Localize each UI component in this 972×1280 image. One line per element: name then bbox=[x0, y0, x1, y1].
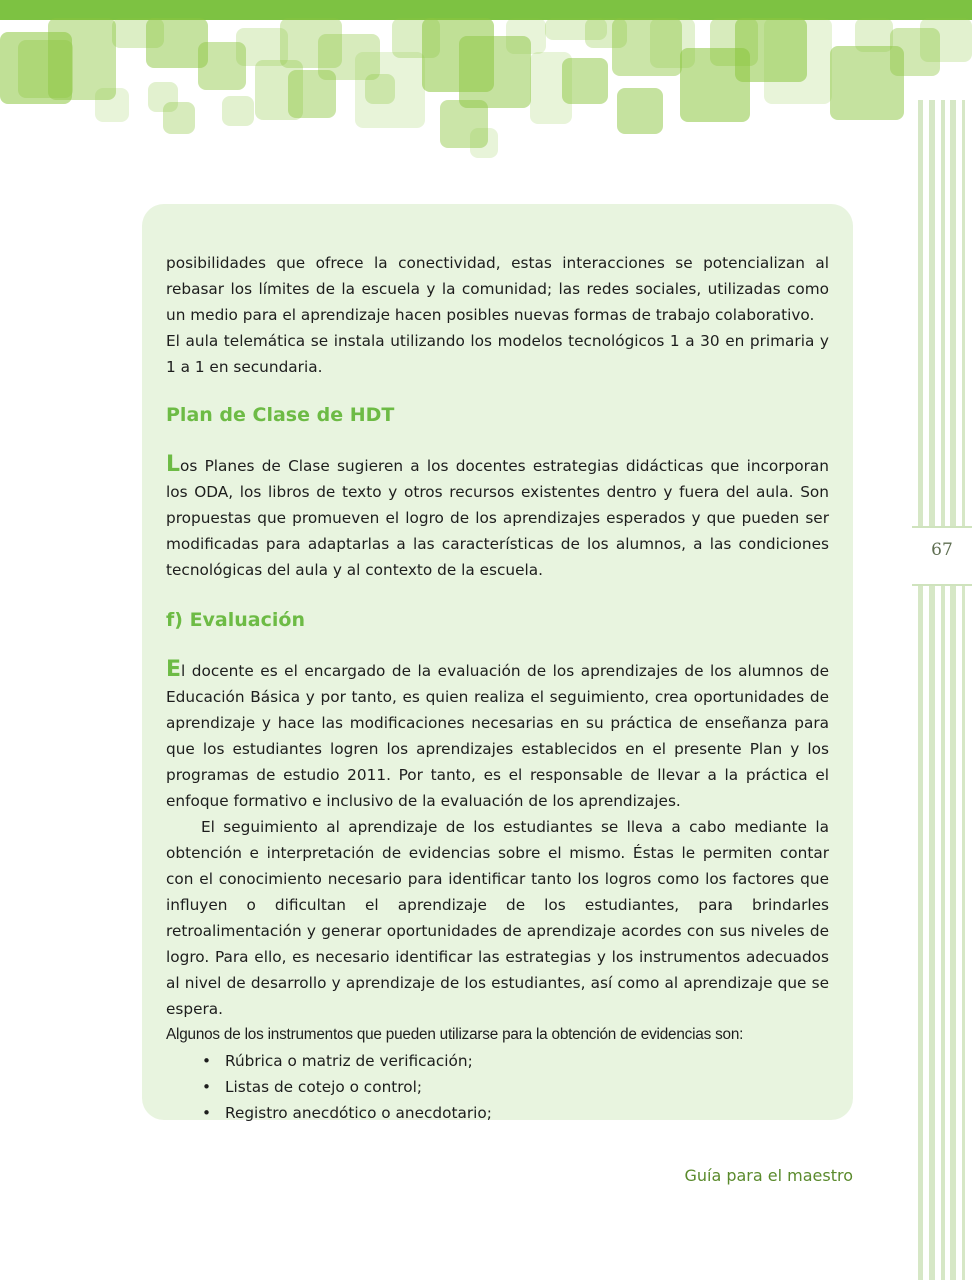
intro-paragraph: posibilidades que ofrece la conectividad, estas interacciones se potencializan al rebasar los límites de la escuela y la comunidad; las redes sociales, utilizadas como un medio para el aprendizaje hacen posibles nuevas formas de trabajo colaborativo. bbox=[166, 254, 829, 324]
list-item: • Listas de cotejo o control; bbox=[225, 1074, 829, 1100]
side-stripes bbox=[912, 100, 972, 1280]
instrument-list bbox=[166, 1048, 829, 1126]
list-item: • Registro anecdótico o anecdotario; bbox=[225, 1100, 829, 1126]
evaluacion-paragraph-3: Algunos de los instrumentos que pueden utilizarse para la obtención de evidencias son: bbox=[166, 1026, 744, 1043]
plan-text: os Planes de Clase sugieren a los docentes estrategias didácticas que incorporan los ODA, los libros de texto y otros recursos existentes dentro y fuera del aula. Son propuestas que promueven el logro de los aprendizajes esperados y que pueden ser modificadas para adaptarlas a las características de los alumnos, a las condiciones tecnológicas del aula y al contexto de la escuela. bbox=[166, 457, 829, 579]
evaluacion-heading: f) Evaluación bbox=[166, 609, 305, 631]
plan-dropcap: L bbox=[166, 452, 181, 477]
content-body bbox=[166, 250, 829, 1126]
evaluacion-text: l docente es el encargado de la evaluación de los aprendizajes de los alumnos de Educación Básica y por tanto, es quien realiza el seguimiento, crea oportunidades de aprendizaje y hace las modificaciones necesarias en su práctica de enseñanza para que los estudiantes logren los aprendizajes establecidos en el presente Plan y los programas de estudio 2011. Por tanto, es el responsable de llevar a la práctica el enfoque formativo e inclusivo de la evaluación de los aprendizajes. bbox=[166, 662, 829, 810]
footer-title: Guía para el maestro bbox=[684, 1166, 853, 1185]
evaluacion-paragraph-1 bbox=[166, 657, 829, 814]
plan-heading: Plan de Clase de HDT bbox=[166, 404, 395, 426]
evaluacion-paragraph-2: El seguimiento al aprendizaje de los estudiantes se lleva a cabo mediante la obtención e interpretación de evidencias sobre el mismo. Éstas le permiten contar con el conocimiento necesario para identificar tanto los logros como los factores que influyen o dificultan el aprendizaje de los estudiantes, para brindarles retroalimentación y generar oportunidades de aprendizaje acordes con sus niveles de logro. Para ello, es necesario identificar las estrategias y los instrumentos adecuados al nivel de desarrollo y aprendizaje de los estudiantes, así como al aprendizaje que se espera. bbox=[166, 818, 829, 1018]
header-decoration bbox=[0, 0, 972, 170]
page-number: 67 bbox=[931, 540, 953, 560]
plan-paragraph bbox=[166, 452, 829, 583]
aula-paragraph: El aula telemática se instala utilizando los modelos tecnológicos 1 a 30 en primaria y 1 a 1 en secundaria. bbox=[166, 332, 829, 376]
list-item: • Rúbrica o matriz de verificación; bbox=[225, 1048, 829, 1074]
evaluacion-dropcap: E bbox=[166, 657, 182, 682]
